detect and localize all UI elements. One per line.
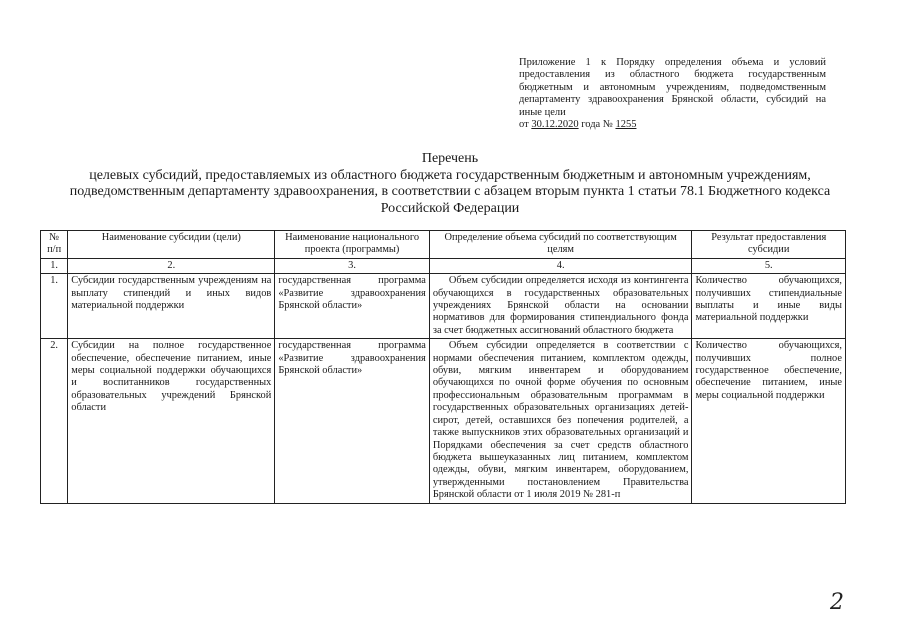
program-name: государственная программа «Развитие здравоохранения Брянской области»	[275, 274, 430, 339]
column-number: 4.	[429, 258, 692, 273]
table-row	[41, 339, 846, 503]
header-volume-definition: Определение объема субсидий по соответствующим целям	[429, 231, 692, 259]
column-number: 3.	[275, 258, 430, 273]
appendix-block	[519, 57, 826, 131]
appendix-date-line	[519, 119, 826, 131]
header-number: № п/п	[41, 231, 68, 259]
table-row	[41, 274, 846, 339]
header-subsidy-name: Наименование субсидии (цели)	[68, 231, 275, 259]
table-header-row	[41, 231, 846, 259]
row-number: 1.	[41, 274, 68, 339]
header-result: Результат предоставления субсидии	[692, 231, 846, 259]
subsidy-result: Количество обучающихся, получивших полное государственное обеспечение, обеспечение питанием, иные меры социальной поддержки	[692, 339, 846, 503]
column-number: 1.	[41, 258, 68, 273]
appendix-date: 30.12.2020	[531, 119, 579, 131]
appendix-text: Приложение 1 к Порядку определения объема и условий предоставления из областного бюджета государственным бюджетным и автономным учреждениям, подведомственным департаменту здравоохранения Брянской области, субсидий на иные цели	[519, 57, 826, 118]
program-name: государственная программа «Развитие здравоохранения Брянской области»	[275, 339, 430, 503]
appendix-number: 1255	[615, 119, 637, 131]
row-number: 2.	[41, 339, 68, 503]
date-prefix: от	[519, 119, 532, 131]
document-title	[40, 151, 860, 217]
title-heading: Перечень	[421, 151, 479, 166]
column-number-row	[41, 258, 846, 273]
subsidy-name: Субсидии государственным учреждениям на выплату стипендий и иных видов материальной поддержки	[68, 274, 275, 339]
date-mid: года №	[578, 119, 616, 131]
volume-definition: Объем субсидии определяется исходя из контингента обучающихся в государственных образовательных учреждениях Брянской области на основании нормативов для формирования стипендиального фонда за счет бюджетных ассигнований областного бюджета	[429, 274, 692, 339]
column-number: 2.	[68, 258, 275, 273]
column-number: 5.	[692, 258, 846, 273]
subsidies-table	[40, 230, 846, 504]
subsidy-result: Количество обучающихся, получивших стипендиальные выплаты и иные виды материальной поддержки	[692, 274, 846, 339]
title-subheading: целевых субсидий, предоставляемых из областного бюджета государственным бюджетным и автономным учреждениям, подведомственным департаменту здравоохранения, в соответствии с абзацем вторым пункта 1 статьи 78.1 Бюджетного кодекса Российской Федерации	[69, 167, 831, 216]
handwritten-page-number: 2	[830, 590, 844, 615]
subsidy-name: Субсидии на полное государственное обеспечение, обеспечение питанием, иные меры социальной поддержки обучающихся и воспитанников государственных образовательных учреждений Брянской области	[68, 339, 275, 503]
header-national-project: Наименование национального проекта (программы)	[275, 231, 430, 259]
volume-definition: Объем субсидии определяется в соответствии с нормами обеспечения питанием, комплектом одежды, обуви, мягким инвентарем и оборудованием обучающихся по очной форме обучения по основным профессиональным образовательным программам в государственных образовательных организациях детей-сирот, детей, оставшихся без попечения родителей, а также выпускников этих образовательных организаций и Порядками обеспечения за счет средств областного бюджета вышеуказанных лиц питанием, комплектом одежды, обуви, мягким инвентарем, оборудованием, утвержденными постановлением Правительства Брянской области от 1 июля 2019 № 281-п	[429, 339, 692, 503]
